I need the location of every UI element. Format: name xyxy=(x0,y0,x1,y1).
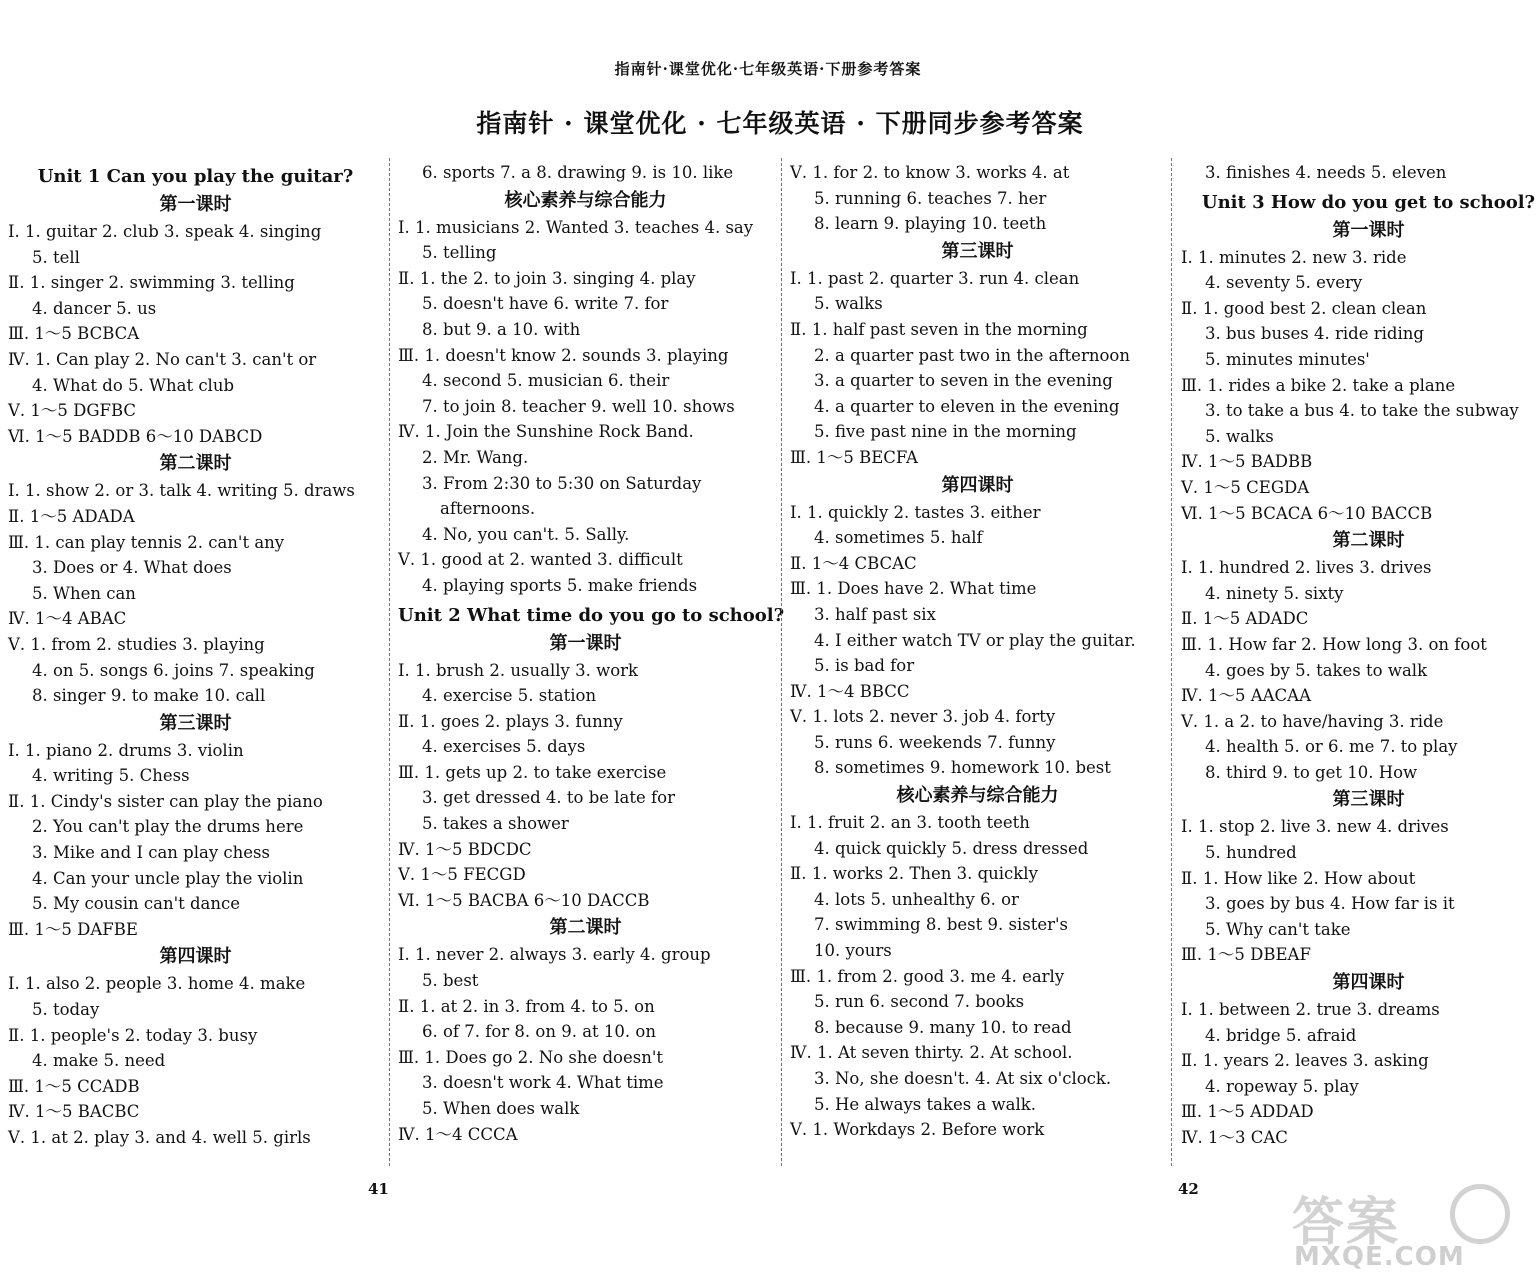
page-number-left: 41 xyxy=(368,1180,389,1198)
answer-line: 5. My cousin can't dance xyxy=(32,894,241,914)
answer-line: Ⅰ. 1. hundred 2. lives 3. drives xyxy=(1181,558,1432,578)
answer-line: 8. because 9. many 10. to read xyxy=(814,1017,1072,1037)
answer-line: Ⅲ. 1. gets up 2. to take exercise xyxy=(398,762,667,782)
answer-line: 4. ropeway 5. play xyxy=(1205,1076,1359,1096)
answer-line: Ⅲ. 1～5 BECFA xyxy=(790,447,918,467)
watermark-text: 答案 xyxy=(1292,1193,1401,1253)
answer-line: Ⅴ. 1. from 2. studies 3. playing xyxy=(8,634,265,654)
answer-line: Ⅳ. 1～4 CCCA xyxy=(398,1124,518,1144)
answer-line: Ⅱ. 1～5 ADADC xyxy=(1181,609,1309,629)
answer-line: Ⅱ. 1. How like 2. How about xyxy=(1181,868,1416,888)
answer-line: 5. He always takes a walk. xyxy=(814,1094,1037,1114)
answer-line: 6. sports 7. a 8. drawing 9. is 10. like xyxy=(422,163,734,182)
answer-line: 3. Does or 4. What does xyxy=(32,558,232,578)
answer-line: 5. When does walk xyxy=(422,1099,580,1118)
answer-line: 4. writing 5. Chess xyxy=(32,766,190,786)
answer-line: 5. Why can't take xyxy=(1205,919,1351,939)
answer-line: Ⅴ. 1. a 2. to have/having 3. ride xyxy=(1181,711,1444,731)
answer-line: 10. yours xyxy=(814,941,892,961)
answer-line: 8. third 9. to get 10. How xyxy=(1205,762,1418,782)
answer-line: Ⅴ. 1. Workdays 2. Before work xyxy=(790,1120,1045,1140)
answer-line: 4. ninety 5. sixty xyxy=(1205,583,1344,603)
answer-line: Ⅰ. 1. guitar 2. club 3. speak 4. singing xyxy=(8,222,322,241)
answer-line: 8. but 9. a 10. with xyxy=(422,319,581,339)
answer-line: Ⅱ. 1. years 2. leaves 3. asking xyxy=(1181,1051,1429,1071)
answer-line: 4. exercises 5. days xyxy=(422,737,586,757)
lesson-heading: 第四课时 xyxy=(1332,972,1405,994)
answer-line: Ⅲ. 1. Does go 2. No she doesn't xyxy=(398,1047,663,1067)
answer-line: 7. to join 8. teacher 9. well 10. shows xyxy=(422,396,735,416)
answer-line: Ⅰ. 1. also 2. people 3. home 4. make xyxy=(8,974,306,994)
answer-line: 5. running 6. teaches 7. her xyxy=(814,188,1047,208)
unit-heading: Unit 1 Can you play the guitar? xyxy=(37,166,354,187)
answer-line: 5. tell xyxy=(32,247,80,267)
answer-line: 4. make 5. need xyxy=(32,1051,166,1071)
column-divider xyxy=(781,158,782,1166)
answer-line: 8. learn 9. playing 10. teeth xyxy=(814,214,1047,234)
answer-line: 4. No, you can't. 5. Sally. xyxy=(422,524,630,544)
answer-line: 5. best xyxy=(422,971,479,991)
watermark-seal-icon xyxy=(1450,1184,1510,1244)
answer-line: 7. swimming 8. best 9. sister's xyxy=(814,915,1069,935)
answer-line: afternoons. xyxy=(440,499,536,519)
answer-line: 3. From 2:30 to 5:30 on Saturday xyxy=(422,473,702,493)
answer-line: Ⅰ. 1. stop 2. live 3. new 4. drives xyxy=(1181,817,1449,837)
answer-line: Ⅱ. 1. goes 2. plays 3. funny xyxy=(398,711,623,731)
running-header: 指南针·课堂优化·七年级英语·下册参考答案 xyxy=(614,60,922,78)
watermark-url: MXQE.COM xyxy=(1294,1242,1465,1272)
answer-line: 5. runs 6. weekends 7. funny xyxy=(814,732,1056,752)
answer-line: Ⅰ. 1. past 2. quarter 3. run 4. clean xyxy=(790,268,1080,288)
lesson-heading: 第一课时 xyxy=(1332,219,1405,241)
answer-line: 3. doesn't work 4. What time xyxy=(422,1073,664,1093)
answer-line: Ⅰ. 1. brush 2. usually 3. work xyxy=(398,660,639,680)
answer-line: 3. get dressed 4. to be late for xyxy=(422,788,675,808)
lesson-heading: 第四课时 xyxy=(159,946,232,968)
answer-column-3 xyxy=(790,160,1165,1143)
answer-line: Ⅰ. 1. between 2. true 3. dreams xyxy=(1181,1000,1440,1020)
answer-line: 4. second 5. musician 6. their xyxy=(422,371,670,391)
answer-line: Ⅲ. 1～5 CCADB xyxy=(8,1076,140,1096)
answer-line: 5. doesn't have 6. write 7. for xyxy=(422,294,669,314)
answer-line: 4. lots 5. unhealthy 6. or xyxy=(814,889,1019,909)
answer-line: 6. of 7. for 8. on 9. at 10. on xyxy=(422,1022,656,1042)
answer-line: Ⅱ. 1. at 2. in 3. from 4. to 5. on xyxy=(398,996,655,1016)
lesson-heading: 第二课时 xyxy=(549,917,622,939)
answer-line: Ⅴ. 1. at 2. play 3. and 4. well 5. girls xyxy=(8,1128,311,1147)
lesson-heading: 第二课时 xyxy=(1332,530,1405,552)
answer-line: 2. a quarter past two in the afternoon xyxy=(814,345,1130,365)
answer-line: Ⅲ. 1. How far 2. How long 3. on foot xyxy=(1181,634,1487,654)
answer-line: 4. quick quickly 5. dress dressed xyxy=(814,838,1089,858)
answer-line: Ⅳ. 1. At seven thirty. 2. At school. xyxy=(790,1043,1073,1063)
answer-line: Ⅴ. 1～5 CEGDA xyxy=(1181,477,1310,497)
answer-line: Ⅲ. 1～5 DAFBE xyxy=(8,919,138,939)
answer-line: Ⅰ. 1. quickly 2. tastes 3. either xyxy=(790,502,1041,522)
answer-line: Ⅱ. 1. good best 2. clean clean xyxy=(1181,298,1427,318)
lesson-heading: 第四课时 xyxy=(941,474,1014,496)
answer-line: 3. No, she doesn't. 4. At six o'clock. xyxy=(814,1069,1112,1088)
answer-line: Ⅰ. 1. minutes 2. new 3. ride xyxy=(1181,247,1407,267)
answer-line: Ⅱ. 1～5 ADADA xyxy=(8,506,135,526)
answer-line: 3. a quarter to seven in the evening xyxy=(814,371,1113,391)
answer-line: Ⅲ. 1. from 2. good 3. me 4. early xyxy=(790,966,1065,986)
answer-line: Ⅳ. 1～4 BBCC xyxy=(790,681,910,701)
answer-line: Ⅳ. 1～4 ABAC xyxy=(8,609,127,629)
answer-line: Ⅳ. 1～5 BDCDC xyxy=(398,839,532,859)
answer-line: 5. walks xyxy=(814,294,883,314)
answer-line: Ⅴ. 1～5 DGFBC xyxy=(8,401,137,421)
answer-line: 4. Can your uncle play the violin xyxy=(32,868,304,888)
answer-line: Ⅰ. 1. musicians 2. Wanted 3. teaches 4. say xyxy=(398,217,754,237)
answer-line: 2. Mr. Wang. xyxy=(422,447,529,467)
answer-line: Ⅱ. 1. half past seven in the morning xyxy=(790,319,1088,339)
answer-line: Ⅳ. 1. Can play 2. No can't 3. can't or xyxy=(8,349,317,369)
answer-line: Ⅰ. 1. fruit 2. an 3. tooth teeth xyxy=(790,813,1030,833)
lesson-heading: 第一课时 xyxy=(159,194,232,215)
answer-line: 4. dancer 5. us xyxy=(32,298,157,318)
lesson-heading: 第三课时 xyxy=(1332,789,1405,811)
unit-heading: Unit 2 What time do you go to school? xyxy=(398,604,785,626)
answer-line: Ⅵ. 1～5 BCACA 6～10 BACCB xyxy=(1181,503,1433,523)
answer-line: 4. sometimes 5. half xyxy=(814,528,983,548)
column-divider xyxy=(389,158,390,1166)
answer-line: 3. finishes 4. needs 5. eleven xyxy=(1205,163,1447,182)
answer-line: Ⅴ. 1. for 2. to know 3. works 4. at xyxy=(790,163,1070,182)
answer-line: Ⅱ. 1. Cindy's sister can play the piano xyxy=(8,791,323,811)
answer-line: 8. sometimes 9. homework 10. best xyxy=(814,758,1111,778)
answer-line: Ⅰ. 1. piano 2. drums 3. violin xyxy=(8,740,244,760)
answer-line: 5. takes a shower xyxy=(422,814,569,834)
answer-line: Ⅱ. 1. singer 2. swimming 3. telling xyxy=(8,273,295,293)
answer-line: 3. bus buses 4. ride riding xyxy=(1205,324,1424,344)
answer-line: 5. When can xyxy=(32,583,136,603)
answer-line: Ⅵ. 1～5 BADDB 6～10 DABCD xyxy=(8,426,263,446)
answer-line: 5. is bad for xyxy=(814,656,915,676)
answer-line: Ⅰ. 1. never 2. always 3. early 4. group xyxy=(398,945,711,965)
answer-line: Ⅱ. 1. works 2. Then 3. quickly xyxy=(790,864,1038,884)
answer-column-1 xyxy=(8,160,383,1151)
answer-line: Ⅲ. 1～5 ADDAD xyxy=(1181,1102,1314,1122)
answer-line: 5. hundred xyxy=(1205,843,1297,863)
watermark-logo xyxy=(1282,1180,1532,1270)
answer-line: Ⅱ. 1. the 2. to join 3. singing 4. play xyxy=(398,268,696,288)
answer-line: Ⅳ. 1～5 BACBC xyxy=(8,1102,140,1122)
answer-line: 4. What do 5. What club xyxy=(32,375,235,395)
answer-line: Ⅳ. 1～3 CAC xyxy=(1181,1128,1288,1147)
answer-line: 4. on 5. songs 6. joins 7. speaking xyxy=(32,660,315,680)
answer-line: 4. a quarter to eleven in the evening xyxy=(814,396,1120,416)
answer-line: 5. run 6. second 7. books xyxy=(814,992,1025,1012)
answer-line: 4. bridge 5. afraid xyxy=(1205,1025,1357,1045)
answer-line: Ⅴ. 1. good at 2. wanted 3. difficult xyxy=(398,550,683,570)
answer-column-4 xyxy=(1181,160,1536,1151)
answer-line: Ⅴ. 1～5 FECGD xyxy=(398,865,526,885)
answer-line: Ⅳ. 1～5 BADBB xyxy=(1181,452,1313,472)
answer-line: 3. goes by bus 4. How far is it xyxy=(1205,894,1455,914)
answer-line: 4. playing sports 5. make friends xyxy=(422,575,698,595)
answer-line: 5. five past nine in the morning xyxy=(814,422,1077,442)
answer-line: Ⅲ. 1. doesn't know 2. sounds 3. playing xyxy=(398,345,729,365)
answer-line: Ⅲ. 1～5 BCBCA xyxy=(8,324,140,344)
answer-line: 3. Mike and I can play chess xyxy=(32,843,270,863)
answer-line: Ⅲ. 1～5 DBEAF xyxy=(1181,945,1311,965)
answer-line: Ⅱ. 1～4 CBCAC xyxy=(790,553,917,573)
column-divider xyxy=(1171,158,1172,1166)
answer-line: 4. seventy 5. every xyxy=(1205,273,1363,293)
page-title: 指南针 · 课堂优化 · 七年级英语 · 下册同步参考答案 xyxy=(476,109,1084,138)
answer-line: 4. I either watch TV or play the guitar. xyxy=(814,630,1136,650)
lesson-heading: 核心素养与综合能力 xyxy=(504,189,667,211)
answer-column-2 xyxy=(398,160,785,1147)
lesson-heading: 第一课时 xyxy=(549,632,622,654)
answer-line: Ⅳ. 1. Join the Sunshine Rock Band. xyxy=(398,422,694,442)
answer-line: 4. goes by 5. takes to walk xyxy=(1205,660,1428,680)
answer-line: Ⅲ. 1. Does have 2. What time xyxy=(790,579,1037,599)
answer-line: Ⅰ. 1. show 2. or 3. talk 4. writing 5. draws xyxy=(8,481,355,501)
answer-line: Ⅱ. 1. people's 2. today 3. busy xyxy=(8,1025,258,1045)
answer-line: Ⅵ. 1～5 BACBA 6～10 DACCB xyxy=(398,890,650,910)
answer-line: 8. singer 9. to make 10. call xyxy=(32,686,266,706)
answer-line: Ⅴ. 1. lots 2. never 3. job 4. forty xyxy=(790,707,1056,727)
answer-line: 3. half past six xyxy=(814,604,936,624)
answer-line: 5. minutes minutes' xyxy=(1205,349,1370,369)
answer-line: Ⅲ. 1. rides a bike 2. take a plane xyxy=(1181,375,1456,395)
answer-line: 2. You can't play the drums here xyxy=(32,817,304,837)
answer-line: 5. walks xyxy=(1205,426,1274,446)
lesson-heading: 第三课时 xyxy=(159,712,232,734)
unit-heading: Unit 3 How do you get to school? xyxy=(1201,191,1536,213)
answer-line: 3. to take a bus 4. to take the subway xyxy=(1205,401,1519,421)
lesson-heading: 第二课时 xyxy=(159,453,232,475)
lesson-heading: 核心素养与综合能力 xyxy=(896,785,1059,807)
answer-line: Ⅲ. 1. can play tennis 2. can't any xyxy=(8,532,285,552)
answer-line: 4. health 5. or 6. me 7. to play xyxy=(1205,737,1458,757)
answer-line: 5. today xyxy=(32,1000,100,1020)
lesson-heading: 第三课时 xyxy=(941,240,1014,262)
answer-line: Ⅳ. 1～5 AACAA xyxy=(1181,686,1312,706)
page-number-right: 42 xyxy=(1178,1180,1199,1198)
answer-line: 4. exercise 5. station xyxy=(422,686,597,706)
answer-line: 5. telling xyxy=(422,243,497,263)
